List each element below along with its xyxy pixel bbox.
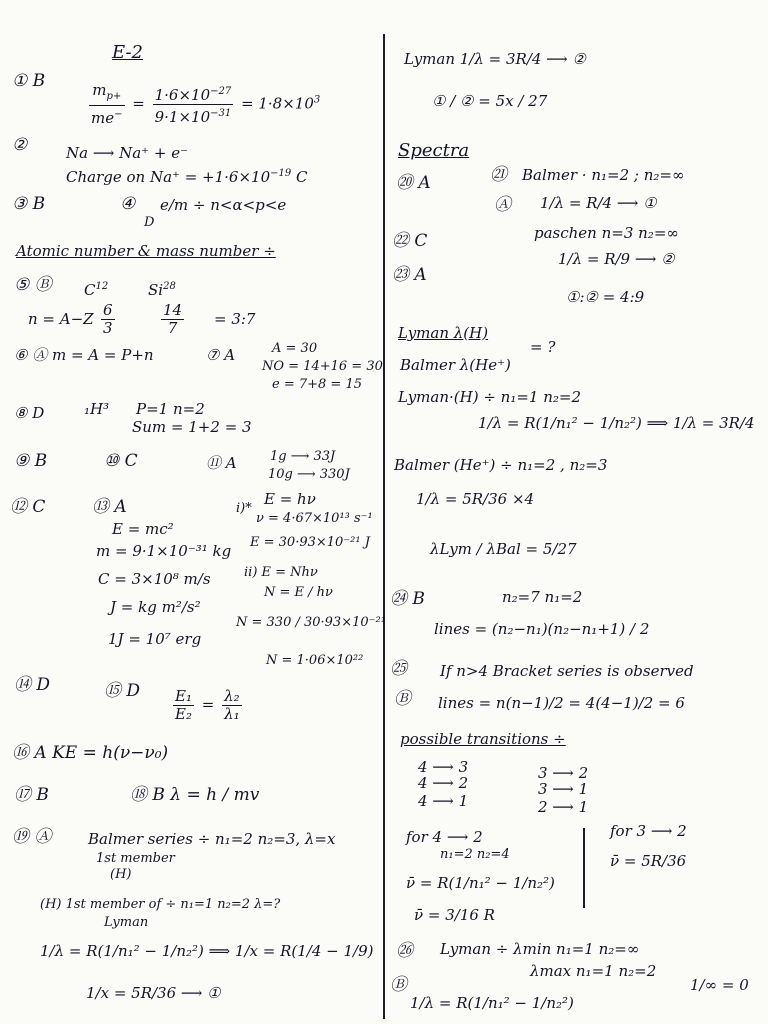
sub-column-divider bbox=[583, 828, 585, 908]
q19-hydrogen: (H) bbox=[110, 867, 132, 882]
page-title: E-2 bbox=[112, 42, 144, 63]
q26-answer: Ⓑ bbox=[390, 975, 407, 995]
for-4-2-levels: n₁=2 n₂=4 bbox=[440, 847, 510, 862]
q8: ⑧ D bbox=[14, 404, 45, 422]
q13-line-2: m = 9·1×10⁻³¹ kg bbox=[96, 542, 232, 560]
q26-label: ㉖ bbox=[396, 941, 413, 961]
transition-4-3: 4 ⟶ 3 bbox=[418, 758, 469, 776]
q26-line-2: λmax n₁=1 n₂=2 bbox=[530, 962, 657, 980]
q19-first-member: 1st member bbox=[96, 851, 175, 866]
q6: ⑥ Ⓐ m = A = P+n bbox=[14, 346, 154, 364]
q13-ii-line-3: N = 330 / 30·93×10⁻²¹ bbox=[236, 615, 386, 630]
for-3-2: for 3 ⟶ 2 bbox=[610, 822, 687, 840]
q26-equation: 1/λ = R(1/n₁² − 1/n₂²) bbox=[410, 994, 574, 1012]
lyman-hydrogen-equation: 1/λ = R(1/n₁² − 1/n₂²) ⟹ 1/λ = 3R/4 bbox=[478, 414, 755, 432]
q15-equation: $\frac{\text{E₁}}{\text{E₂}}$ = $\frac{\text{λ₂}}{\text{λ₁}}$ bbox=[175, 687, 240, 723]
q24: ㉔ B bbox=[390, 589, 425, 609]
wavelength-ratio: λLym / λBal = 5/27 bbox=[430, 540, 577, 558]
q7-line-3: e = 7+8 = 15 bbox=[272, 377, 362, 392]
q18: ⑱ B λ = h / mv bbox=[130, 785, 260, 805]
q9: ⑨ B bbox=[14, 451, 48, 471]
q13-line-3: C = 3×10⁸ m/s bbox=[98, 570, 211, 588]
q8-sum: Sum = 1+2 = 3 bbox=[132, 418, 252, 436]
q10: ⑩ C bbox=[104, 451, 138, 471]
q4-text: e/m ÷ n<α<p<e bbox=[160, 196, 287, 214]
transition-3-2: 3 ⟶ 2 bbox=[538, 764, 589, 782]
q15: ⑮ D bbox=[104, 681, 141, 701]
q13-line-5: 1J = 10⁷ erg bbox=[108, 630, 202, 648]
q21-line-1: Balmer · n₁=2 ; n₂=∞ bbox=[522, 166, 685, 184]
q19-lyman: Lyman bbox=[104, 915, 149, 930]
q1-label: ① B bbox=[12, 71, 46, 91]
q4-label: ④ bbox=[120, 194, 136, 214]
lyman-balmer-numerator: Lyman λ(H) bbox=[398, 324, 489, 342]
transition-2-1: 2 ⟶ 1 bbox=[538, 798, 589, 816]
q14: ⑭ D bbox=[14, 675, 51, 695]
q13-line-4: J = kg m²/s² bbox=[110, 598, 201, 616]
q19-label: ⑲ Ⓐ bbox=[12, 827, 52, 847]
q13-line-1: E = mc² bbox=[112, 520, 174, 538]
q5-silicon: Si$^{28}$ bbox=[148, 281, 176, 299]
q21-line-2: 1/λ = R/4 ⟶ ① bbox=[540, 194, 657, 212]
transition-4-2: 4 ⟶ 2 bbox=[418, 774, 469, 792]
q13: ⑬ A bbox=[92, 497, 127, 517]
q5-carbon: $C^{12}$ bbox=[84, 281, 109, 299]
q5-fraction-carbon: $\frac{6}{3}$ bbox=[103, 301, 113, 337]
q2-charge: Charge on $Na^+ = +1\cdot 6\times 10^{-19}$ C bbox=[66, 168, 308, 186]
balmer-helium-line: Balmer (He⁺) ÷ n₁=2 , n₂=3 bbox=[394, 456, 608, 474]
q2-label: ② bbox=[12, 135, 28, 155]
q19-equation-2: 1/x = 5R/36 ⟶ ① bbox=[86, 984, 221, 1002]
q7-line-2: NO = 14+16 = 30 bbox=[262, 359, 383, 374]
q11-line-1: 1g ⟶ 33J bbox=[270, 449, 336, 464]
q13-i-line-1: E = hν bbox=[264, 490, 316, 508]
for-4-2: for 4 ⟶ 2 bbox=[406, 828, 483, 846]
q3-label: ③ B bbox=[12, 194, 46, 214]
q5-ratio: = 3:7 bbox=[214, 310, 256, 328]
heading-atomic-number: Atomic number & mass number ÷ bbox=[16, 242, 276, 260]
q13-part-i-label: i)* bbox=[236, 501, 252, 516]
q2-equation: Na ⟶ Na⁺ + e⁻ bbox=[66, 144, 188, 162]
for-3-2-result: ν̄ = 5R/36 bbox=[610, 852, 687, 870]
possible-transitions: possible transitions ÷ bbox=[400, 730, 566, 748]
q23: ㉓ A bbox=[392, 265, 427, 285]
q24-lines-formula: lines = (n₂−n₁)(n₂−n₁+1) / 2 bbox=[434, 620, 650, 638]
for-4-2-result: ν̄ = 3/16 R bbox=[414, 906, 495, 924]
q4-answer: D bbox=[144, 215, 155, 230]
q25-answer: Ⓑ bbox=[394, 689, 411, 709]
q21-line-5: ①:② = 4:9 bbox=[566, 288, 645, 306]
q13-i-line-3: E = 30·93×10⁻²¹ J bbox=[250, 535, 370, 550]
lyman-hydrogen-line: Lyman·(H) ÷ n₁=1 n₂=2 bbox=[398, 388, 581, 406]
q25-text: If n>4 Bracket series is observed bbox=[440, 662, 694, 680]
balmer-helium-equation: 1/λ = 5R/36 ×4 bbox=[416, 490, 535, 508]
q16: ⑯ A KE = h(ν−ν₀) bbox=[12, 743, 169, 763]
q19-balmer: Balmer series ÷ n₁=2 n₂=3, λ=x bbox=[88, 830, 336, 848]
lyman-balmer-denominator: Balmer λ(He⁺) bbox=[400, 356, 511, 374]
q13-i-line-2: ν = 4·67×10¹³ s⁻¹ bbox=[256, 511, 373, 526]
q8-hydrogen: ₁H³ bbox=[84, 400, 110, 418]
q19-equation-1: 1/λ = R(1/n₁² − 1/n₂²) ⟹ 1/x = R(1/4 − 1/9) bbox=[40, 942, 374, 960]
q20: ⑳ A bbox=[396, 173, 431, 193]
q13-ii-line-4: N = 1·06×10²² bbox=[266, 653, 364, 668]
transition-4-1: 4 ⟶ 1 bbox=[418, 792, 469, 810]
q19-part-b: (H) 1st member of ÷ n₁=1 n₂=2 λ=? bbox=[40, 897, 281, 912]
q26-infinity: 1/∞ = 0 bbox=[690, 976, 749, 994]
q12: ⑫ C bbox=[10, 497, 46, 517]
q25-lines: lines = n(n−1)/2 = 4(4−1)/2 = 6 bbox=[438, 694, 685, 712]
q21-line-4: 1/λ = R/9 ⟶ ② bbox=[558, 250, 675, 268]
q7-line-1: A = 30 bbox=[272, 341, 318, 356]
q21-line-3: paschen n=3 n₂=∞ bbox=[534, 224, 679, 242]
q11: ⑪ A bbox=[206, 454, 237, 472]
q1-mass-ratio: $\frac{m_{p+}}{me^-}$ = $\frac{1\cdot 6\times 10^{-27}}{9\cdot 1\times 10^{-31}}$ = $1\cdot 8\times 10^3$ bbox=[91, 81, 321, 127]
ratio-line: ① / ② = 5x / 27 bbox=[432, 92, 548, 110]
q26-line-1: Lyman ÷ λmin n₁=1 n₂=∞ bbox=[440, 940, 640, 958]
q21-label: ㉑ bbox=[490, 165, 507, 185]
q13-ii-line-1: ii) E = Nhν bbox=[244, 565, 318, 580]
q17: ⑰ B bbox=[14, 785, 49, 805]
heading-spectra: Spectra bbox=[398, 140, 470, 161]
lyman-line: Lyman 1/λ = 3R/4 ⟶ ② bbox=[404, 50, 586, 68]
q8-pn: P=1 n=2 bbox=[136, 400, 205, 418]
for-4-2-equation: ν̄ = R(1/n₁² − 1/n₂²) bbox=[406, 874, 555, 892]
q21-answer: Ⓐ bbox=[494, 195, 511, 215]
q7-label: ⑦ A bbox=[206, 346, 236, 364]
q22: ㉒ C bbox=[392, 231, 428, 251]
q5-label: ⑤ Ⓑ bbox=[14, 275, 52, 295]
transition-3-1: 3 ⟶ 1 bbox=[538, 780, 589, 798]
lyman-balmer-question: = ? bbox=[530, 338, 556, 356]
q13-ii-line-2: N = E / hν bbox=[264, 585, 333, 600]
q11-line-2: 10g ⟶ 330J bbox=[268, 467, 350, 482]
column-divider bbox=[383, 34, 385, 1019]
q5-fraction-silicon: $\frac{14}{7}$ bbox=[163, 301, 183, 337]
q25-label: ㉕ bbox=[390, 659, 407, 679]
q24-values: n₂=7 n₁=2 bbox=[502, 588, 583, 606]
q5-neutron-formula: n = A−Z bbox=[28, 310, 94, 328]
